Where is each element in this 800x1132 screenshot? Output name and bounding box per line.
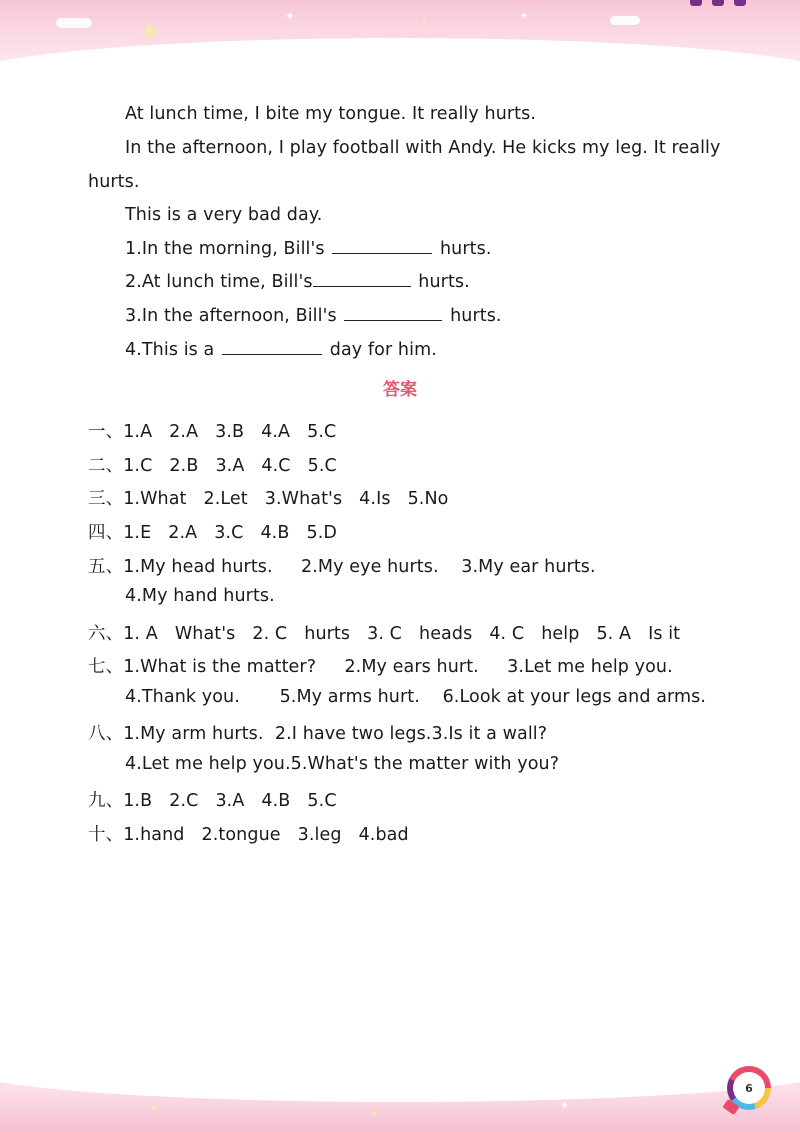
question-text: hurts. <box>439 239 492 259</box>
answer-item: 3.C <box>214 523 244 543</box>
header-tab-decoration <box>734 0 746 6</box>
answer-item: Is it <box>648 624 681 644</box>
answer-item: 4.bad <box>358 825 409 845</box>
story-line: At lunch time, I bite my tongue. It really hurts. <box>125 104 537 124</box>
answer-item: 5.No <box>407 489 449 509</box>
answer-item: 2.C <box>169 791 199 811</box>
answer-item: heads <box>419 624 473 644</box>
cloud-decoration <box>56 18 92 28</box>
cloud-decoration <box>610 16 640 25</box>
answer-item: 2.B <box>169 456 199 476</box>
answer-item: 1.E <box>123 523 152 543</box>
answer-section-2 <box>0 452 800 477</box>
answer-blank <box>332 239 432 254</box>
sparkle-icon: ✦ <box>560 1099 570 1112</box>
answer-item: 4.Thank you. <box>125 687 240 707</box>
answer-item: 5.What's the matter with you? <box>290 754 560 774</box>
answer-item: 3.What's <box>264 489 343 509</box>
question-text: hurts. <box>450 306 502 326</box>
answer-item: 3.leg <box>297 825 342 845</box>
section-label: 五、 <box>88 557 124 577</box>
answer-item: 2.My ears hurt. <box>344 657 479 677</box>
section-label: 十、 <box>88 825 124 845</box>
answer-section-10 <box>0 821 800 846</box>
answer-title: 答案 <box>383 380 417 400</box>
story-line: In the afternoon, I play football with Andy. He kicks my leg. It really <box>125 138 721 158</box>
answer-item: 4.A <box>261 422 291 442</box>
answer-section-1 <box>0 418 800 443</box>
answer-item: 2.A <box>168 523 198 543</box>
header-tab-decoration <box>712 0 724 6</box>
section-label: 三、 <box>88 489 124 509</box>
answer-item: 3.My ear hurts. <box>461 557 596 577</box>
section-label: 九、 <box>88 791 124 811</box>
plus-star-icon: ✚ <box>140 20 159 45</box>
answer-section-6 <box>0 620 800 645</box>
answer-item: 1.What <box>123 489 187 509</box>
answer-item: 4.Let me help you. <box>125 754 291 774</box>
answer-item: 2.A <box>169 422 199 442</box>
answer-item: 3.A <box>215 456 245 476</box>
header-tab-decoration <box>690 0 702 6</box>
answer-section-4 <box>0 519 800 544</box>
sparkle-icon: ✦ <box>150 1103 159 1114</box>
answer-item: 5.D <box>306 523 337 543</box>
answer-section-7 <box>0 653 800 678</box>
answer-item: 5.My arms hurt. <box>279 687 420 707</box>
answer-section-3 <box>0 485 800 510</box>
question-text: hurts. <box>418 272 470 292</box>
sparkle-icon: ✦ <box>285 9 296 23</box>
answer-item: 3.A <box>215 791 245 811</box>
answer-item: 2.tongue <box>201 825 281 845</box>
question-4 <box>0 340 800 360</box>
answer-item: 1.C <box>123 456 153 476</box>
answer-section-8 <box>0 720 800 745</box>
answer-item: help <box>541 624 580 644</box>
answer-section-5-cont <box>0 586 800 606</box>
answer-item: 1.hand <box>123 825 185 845</box>
question-text: day for him. <box>329 340 437 360</box>
footer-curve <box>0 1022 800 1102</box>
answer-item: 1.A <box>123 422 153 442</box>
question-2 <box>0 272 800 292</box>
question-3 <box>0 306 800 326</box>
answer-item: 3.B <box>215 422 245 442</box>
answer-item: 4.Is <box>359 489 391 509</box>
sparkle-icon: ✦ <box>520 11 529 22</box>
answer-item: 5.C <box>307 422 337 442</box>
section-label: 一、 <box>88 422 124 442</box>
answer-section-8-cont <box>0 754 800 774</box>
section-label: 七、 <box>88 657 124 677</box>
answer-item: 3.Is it a wall? <box>431 724 548 744</box>
answer-item: 1.What is the matter? <box>123 657 317 677</box>
answer-item: What's <box>174 624 236 644</box>
page-number: 6 <box>733 1072 765 1104</box>
answer-item: 1. A <box>123 624 158 644</box>
sparkle-icon: ✦ <box>420 17 429 28</box>
answer-item: 4.C <box>261 456 291 476</box>
answer-item: 4.B <box>261 791 291 811</box>
answer-item: 1.My arm hurts. <box>123 724 264 744</box>
answer-item: 5. A <box>596 624 632 644</box>
answer-item: 2.My eye hurts. <box>301 557 439 577</box>
section-label: 六、 <box>88 624 124 644</box>
story-line: hurts. <box>88 172 140 192</box>
answer-section-7-cont <box>0 687 800 707</box>
section-label: 八、 <box>88 724 124 744</box>
story-line: This is a very bad day. <box>125 205 323 225</box>
question-text: 3.In the afternoon, Bill's <box>125 306 337 326</box>
answer-section-5 <box>0 553 800 578</box>
answer-item: 6.Look at your legs and arms. <box>442 687 707 707</box>
answer-item: 5.C <box>307 791 337 811</box>
answer-blank <box>344 306 442 321</box>
answer-blank <box>313 272 411 287</box>
answer-section-9 <box>0 787 800 812</box>
answer-item: 2.I have two legs. <box>274 724 432 744</box>
answer-item: 3.Let me help you. <box>507 657 673 677</box>
answer-item: 4.My hand hurts. <box>125 586 275 606</box>
answer-item: 2.Let <box>203 489 248 509</box>
answer-item: 4. C <box>489 624 525 644</box>
answer-item: hurts <box>304 624 351 644</box>
answer-item: 2. C <box>252 624 288 644</box>
answer-item: 1.B <box>123 791 153 811</box>
section-label: 二、 <box>88 456 124 476</box>
answer-item: 3. C <box>367 624 402 644</box>
section-label: 四、 <box>88 523 124 543</box>
question-text: 2.At lunch time, Bill's <box>125 272 313 292</box>
question-1 <box>0 239 800 259</box>
answer-item: 1.My head hurts. <box>123 557 273 577</box>
question-text: 1.In the morning, Bill's <box>125 239 325 259</box>
answer-blank <box>222 340 322 355</box>
answer-item: 4.B <box>260 523 290 543</box>
answer-item: 5.C <box>307 456 337 476</box>
question-text: 4.This is a <box>125 340 215 360</box>
sparkle-icon: ✦ <box>370 1109 379 1120</box>
